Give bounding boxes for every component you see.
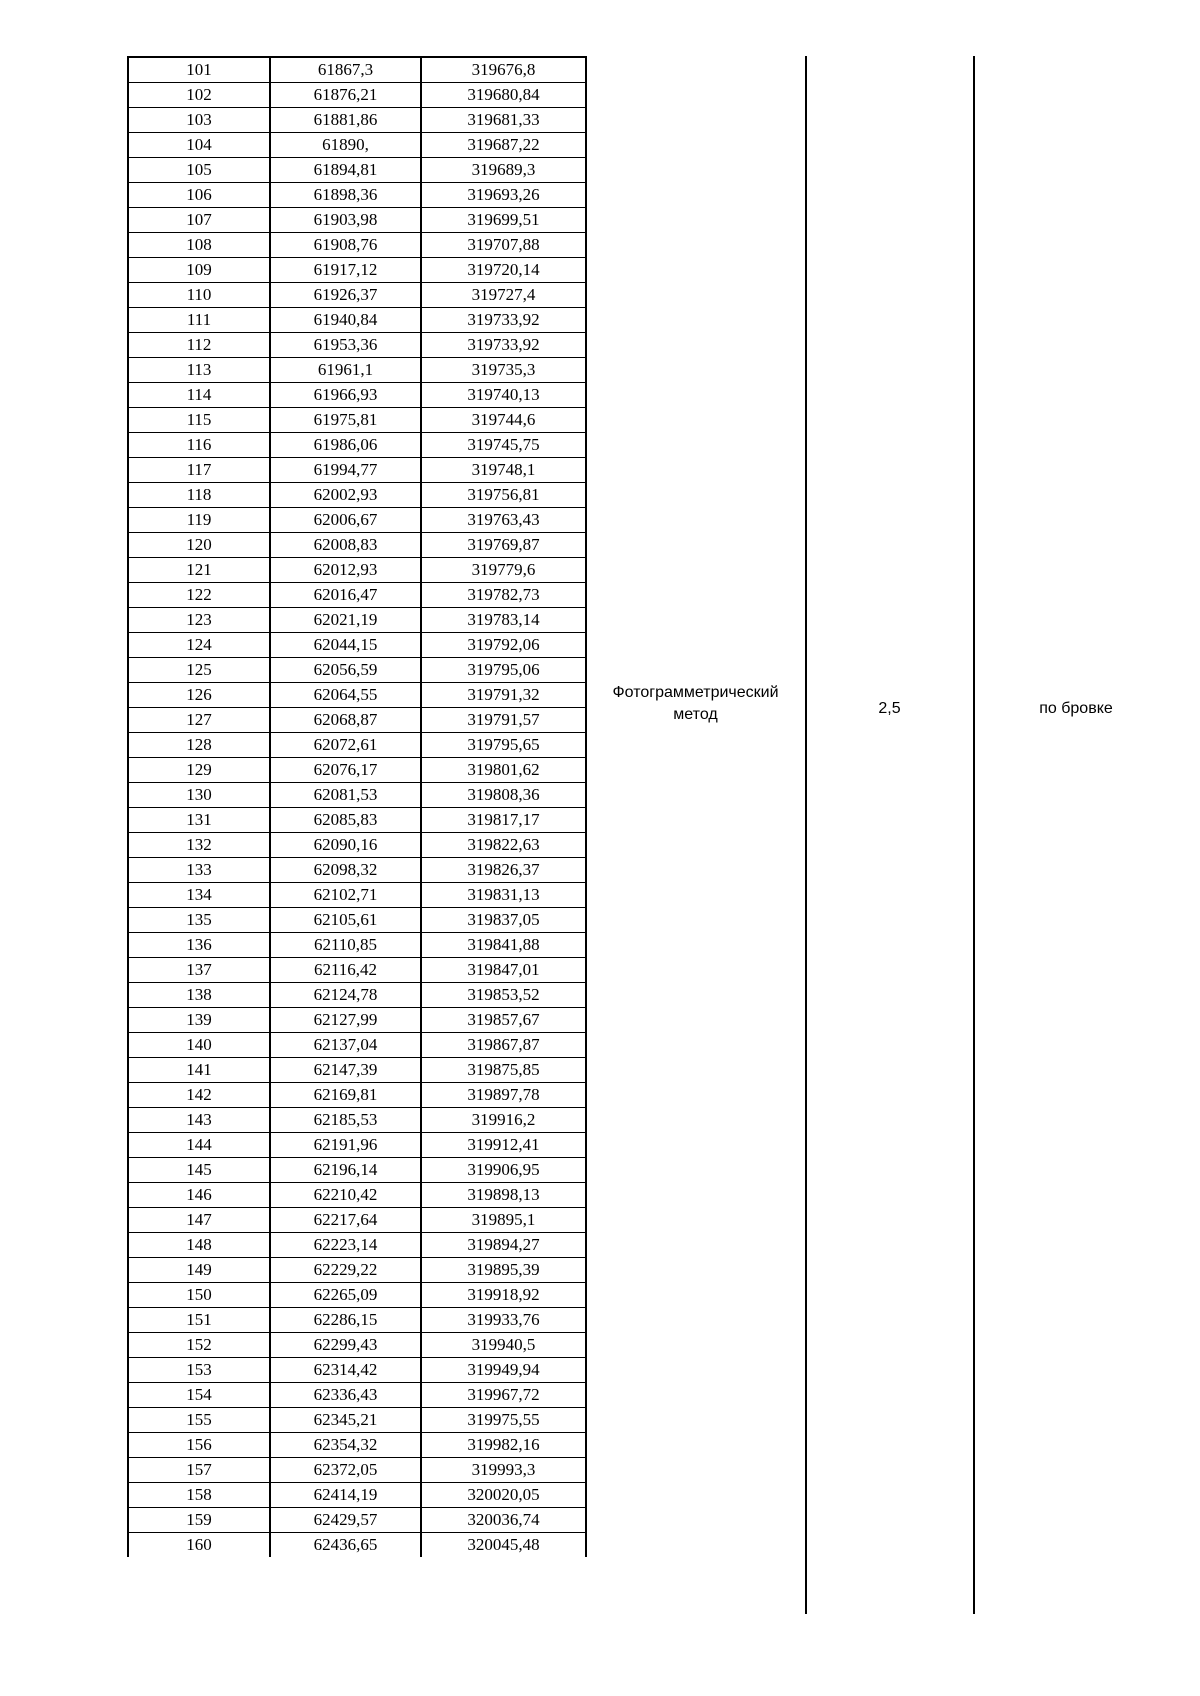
x-coordinate-cell: 61975,81 (270, 408, 421, 433)
point-number-cell: 141 (128, 1058, 270, 1083)
table-row (128, 258, 586, 283)
point-number-cell: 108 (128, 233, 270, 258)
y-coordinate-cell: 319783,14 (421, 608, 586, 633)
table-row (128, 758, 586, 783)
y-coordinate-cell: 319740,13 (421, 383, 586, 408)
table-row (128, 1108, 586, 1133)
point-number-cell: 107 (128, 208, 270, 233)
y-coordinate-cell: 319817,17 (421, 808, 586, 833)
y-coordinate-cell: 320045,48 (421, 1533, 586, 1558)
y-coordinate-cell: 319918,92 (421, 1283, 586, 1308)
point-number-cell: 149 (128, 1258, 270, 1283)
x-coordinate-cell: 61917,12 (270, 258, 421, 283)
table-row (128, 883, 586, 908)
table-row (128, 533, 586, 558)
x-coordinate-cell: 62098,32 (270, 858, 421, 883)
table-row (128, 483, 586, 508)
point-number-cell: 146 (128, 1183, 270, 1208)
x-coordinate-cell: 62124,78 (270, 983, 421, 1008)
point-number-cell: 138 (128, 983, 270, 1008)
x-coordinate-cell: 62021,19 (270, 608, 421, 633)
x-coordinate-cell: 61881,86 (270, 108, 421, 133)
table-row (128, 1333, 586, 1358)
y-coordinate-cell: 319831,13 (421, 883, 586, 908)
point-number-cell: 122 (128, 583, 270, 608)
point-number-cell: 105 (128, 158, 270, 183)
table-row (128, 1283, 586, 1308)
x-coordinate-cell: 62345,21 (270, 1408, 421, 1433)
x-coordinate-cell: 62076,17 (270, 758, 421, 783)
x-coordinate-cell: 62210,42 (270, 1183, 421, 1208)
y-coordinate-cell: 319867,87 (421, 1033, 586, 1058)
y-coordinate-cell: 319982,16 (421, 1433, 586, 1458)
point-number-cell: 118 (128, 483, 270, 508)
point-number-cell: 134 (128, 883, 270, 908)
column-divider-accuracy-right (973, 56, 975, 1614)
y-coordinate-cell: 319733,92 (421, 333, 586, 358)
x-coordinate-cell: 62314,42 (270, 1358, 421, 1383)
x-coordinate-cell: 62127,99 (270, 1008, 421, 1033)
table-row (128, 1083, 586, 1108)
y-coordinate-cell: 319933,76 (421, 1308, 586, 1333)
x-coordinate-cell: 62229,22 (270, 1258, 421, 1283)
table-row (128, 508, 586, 533)
table-row (128, 708, 586, 733)
table-row (128, 908, 586, 933)
y-coordinate-cell: 319801,62 (421, 758, 586, 783)
point-number-cell: 160 (128, 1533, 270, 1558)
x-coordinate-cell: 62217,64 (270, 1208, 421, 1233)
table-row (128, 183, 586, 208)
y-coordinate-cell: 319808,36 (421, 783, 586, 808)
y-coordinate-cell: 319940,5 (421, 1333, 586, 1358)
y-coordinate-cell: 319906,95 (421, 1158, 586, 1183)
table-row (128, 608, 586, 633)
x-coordinate-cell: 62299,43 (270, 1333, 421, 1358)
y-coordinate-cell: 319756,81 (421, 483, 586, 508)
point-number-cell: 130 (128, 783, 270, 808)
y-coordinate-cell: 319898,13 (421, 1183, 586, 1208)
point-number-cell: 111 (128, 308, 270, 333)
point-number-cell: 139 (128, 1008, 270, 1033)
point-number-cell: 104 (128, 133, 270, 158)
point-number-cell: 121 (128, 558, 270, 583)
x-coordinate-cell: 61966,93 (270, 383, 421, 408)
table-row (128, 358, 586, 383)
x-coordinate-cell: 62265,09 (270, 1283, 421, 1308)
y-coordinate-cell: 320036,74 (421, 1508, 586, 1533)
table-row (128, 458, 586, 483)
table-row (128, 133, 586, 158)
table-row (128, 983, 586, 1008)
point-number-cell: 114 (128, 383, 270, 408)
y-coordinate-cell: 319847,01 (421, 958, 586, 983)
table-row (128, 208, 586, 233)
table-row (128, 333, 586, 358)
y-coordinate-cell: 319895,39 (421, 1258, 586, 1283)
point-number-cell: 158 (128, 1483, 270, 1508)
y-coordinate-cell: 320020,05 (421, 1483, 586, 1508)
x-coordinate-cell: 62105,61 (270, 908, 421, 933)
method-line-1: Фотограмметрический (612, 684, 779, 701)
y-coordinate-cell: 319792,06 (421, 633, 586, 658)
x-coordinate-cell: 61898,36 (270, 183, 421, 208)
y-coordinate-cell: 319837,05 (421, 908, 586, 933)
y-coordinate-cell: 319853,52 (421, 983, 586, 1008)
point-number-cell: 124 (128, 633, 270, 658)
point-number-cell: 109 (128, 258, 270, 283)
point-number-cell: 132 (128, 833, 270, 858)
table-row (128, 1433, 586, 1458)
y-coordinate-cell: 319826,37 (421, 858, 586, 883)
y-coordinate-cell: 319735,3 (421, 358, 586, 383)
x-coordinate-cell: 62223,14 (270, 1233, 421, 1258)
y-coordinate-cell: 319681,33 (421, 108, 586, 133)
x-coordinate-cell: 62372,05 (270, 1458, 421, 1483)
point-number-cell: 115 (128, 408, 270, 433)
table-row (128, 1458, 586, 1483)
y-coordinate-cell: 319967,72 (421, 1383, 586, 1408)
description-cell: по бровке (1039, 700, 1113, 717)
y-coordinate-cell: 319693,26 (421, 183, 586, 208)
point-number-cell: 112 (128, 333, 270, 358)
x-coordinate-cell: 62072,61 (270, 733, 421, 758)
table-row (128, 108, 586, 133)
coordinates-table (127, 56, 587, 1557)
accuracy-cell: 2,5 (878, 700, 901, 717)
x-coordinate-cell: 62191,96 (270, 1133, 421, 1158)
y-coordinate-cell: 319769,87 (421, 533, 586, 558)
y-coordinate-cell: 319857,67 (421, 1008, 586, 1033)
x-coordinate-cell: 61926,37 (270, 283, 421, 308)
x-coordinate-cell: 62102,71 (270, 883, 421, 908)
x-coordinate-cell: 61940,84 (270, 308, 421, 333)
x-coordinate-cell: 62016,47 (270, 583, 421, 608)
x-coordinate-cell: 61903,98 (270, 208, 421, 233)
point-number-cell: 133 (128, 858, 270, 883)
table-row (128, 583, 586, 608)
table-row (128, 1233, 586, 1258)
x-coordinate-cell: 62354,32 (270, 1433, 421, 1458)
y-coordinate-cell: 319763,43 (421, 508, 586, 533)
y-coordinate-cell: 319949,94 (421, 1358, 586, 1383)
table-row (128, 933, 586, 958)
x-coordinate-cell: 61890, (270, 133, 421, 158)
point-number-cell: 125 (128, 658, 270, 683)
point-number-cell: 145 (128, 1158, 270, 1183)
x-coordinate-cell: 62081,53 (270, 783, 421, 808)
x-coordinate-cell: 62044,15 (270, 633, 421, 658)
table-row (128, 1183, 586, 1208)
point-number-cell: 143 (128, 1108, 270, 1133)
table-row (128, 283, 586, 308)
y-coordinate-cell: 319895,1 (421, 1208, 586, 1233)
x-coordinate-cell: 61986,06 (270, 433, 421, 458)
y-coordinate-cell: 319680,84 (421, 83, 586, 108)
y-coordinate-cell: 319744,6 (421, 408, 586, 433)
method-line-2: метод (673, 706, 718, 723)
column-divider-method-right (805, 56, 807, 1614)
point-number-cell: 102 (128, 83, 270, 108)
table-row (128, 1358, 586, 1383)
y-coordinate-cell: 319699,51 (421, 208, 586, 233)
y-coordinate-cell: 319795,65 (421, 733, 586, 758)
y-coordinate-cell: 319897,78 (421, 1083, 586, 1108)
x-coordinate-cell: 61961,1 (270, 358, 421, 383)
x-coordinate-cell: 62116,42 (270, 958, 421, 983)
point-number-cell: 147 (128, 1208, 270, 1233)
table-row (128, 433, 586, 458)
point-number-cell: 128 (128, 733, 270, 758)
point-number-cell: 113 (128, 358, 270, 383)
point-number-cell: 152 (128, 1333, 270, 1358)
point-number-cell: 101 (128, 57, 270, 83)
x-coordinate-cell: 62012,93 (270, 558, 421, 583)
y-coordinate-cell: 319791,57 (421, 708, 586, 733)
table-row (128, 633, 586, 658)
x-coordinate-cell: 61894,81 (270, 158, 421, 183)
point-number-cell: 119 (128, 508, 270, 533)
table-row (128, 233, 586, 258)
x-coordinate-cell: 62002,93 (270, 483, 421, 508)
x-coordinate-cell: 62429,57 (270, 1508, 421, 1533)
point-number-cell: 136 (128, 933, 270, 958)
table-row (128, 408, 586, 433)
x-coordinate-cell: 62085,83 (270, 808, 421, 833)
x-coordinate-cell: 62006,67 (270, 508, 421, 533)
method-cell (588, 682, 803, 726)
point-number-cell: 123 (128, 608, 270, 633)
x-coordinate-cell: 62196,14 (270, 1158, 421, 1183)
x-coordinate-cell: 62008,83 (270, 533, 421, 558)
y-coordinate-cell: 319779,6 (421, 558, 586, 583)
y-coordinate-cell: 319975,55 (421, 1408, 586, 1433)
table-row (128, 833, 586, 858)
point-number-cell: 148 (128, 1233, 270, 1258)
y-coordinate-cell: 319841,88 (421, 933, 586, 958)
y-coordinate-cell: 319791,32 (421, 683, 586, 708)
x-coordinate-cell: 62286,15 (270, 1308, 421, 1333)
y-coordinate-cell: 319727,4 (421, 283, 586, 308)
point-number-cell: 153 (128, 1358, 270, 1383)
x-coordinate-cell: 62056,59 (270, 658, 421, 683)
x-coordinate-cell: 61876,21 (270, 83, 421, 108)
y-coordinate-cell: 319912,41 (421, 1133, 586, 1158)
table-row (128, 57, 586, 83)
y-coordinate-cell: 319733,92 (421, 308, 586, 333)
x-coordinate-cell: 62068,87 (270, 708, 421, 733)
point-number-cell: 116 (128, 433, 270, 458)
point-number-cell: 157 (128, 1458, 270, 1483)
table-row (128, 1308, 586, 1333)
point-number-cell: 159 (128, 1508, 270, 1533)
table-row (128, 858, 586, 883)
point-number-cell: 156 (128, 1433, 270, 1458)
table-row (128, 1058, 586, 1083)
y-coordinate-cell: 319822,63 (421, 833, 586, 858)
table-row (128, 383, 586, 408)
point-number-cell: 129 (128, 758, 270, 783)
y-coordinate-cell: 319894,27 (421, 1233, 586, 1258)
x-coordinate-cell: 62137,04 (270, 1033, 421, 1058)
x-coordinate-cell: 62414,19 (270, 1483, 421, 1508)
point-number-cell: 142 (128, 1083, 270, 1108)
point-number-cell: 155 (128, 1408, 270, 1433)
point-number-cell: 151 (128, 1308, 270, 1333)
table-row (128, 308, 586, 333)
x-coordinate-cell: 61994,77 (270, 458, 421, 483)
point-number-cell: 137 (128, 958, 270, 983)
table-row (128, 1408, 586, 1433)
y-coordinate-cell: 319748,1 (421, 458, 586, 483)
y-coordinate-cell: 319782,73 (421, 583, 586, 608)
table-row (128, 808, 586, 833)
point-number-cell: 150 (128, 1283, 270, 1308)
x-coordinate-cell: 61953,36 (270, 333, 421, 358)
table-row (128, 1383, 586, 1408)
x-coordinate-cell: 62090,16 (270, 833, 421, 858)
table-row (128, 1258, 586, 1283)
table-row (128, 733, 586, 758)
x-coordinate-cell: 62185,53 (270, 1108, 421, 1133)
table-row (128, 1158, 586, 1183)
table-row (128, 1033, 586, 1058)
table-row (128, 1483, 586, 1508)
x-coordinate-cell: 61867,3 (270, 57, 421, 83)
point-number-cell: 140 (128, 1033, 270, 1058)
point-number-cell: 154 (128, 1383, 270, 1408)
x-coordinate-cell: 62064,55 (270, 683, 421, 708)
point-number-cell: 103 (128, 108, 270, 133)
x-coordinate-cell: 61908,76 (270, 233, 421, 258)
x-coordinate-cell: 62110,85 (270, 933, 421, 958)
y-coordinate-cell: 319745,75 (421, 433, 586, 458)
y-coordinate-cell: 319687,22 (421, 133, 586, 158)
y-coordinate-cell: 319795,06 (421, 658, 586, 683)
point-number-cell: 131 (128, 808, 270, 833)
table-row (128, 1533, 586, 1558)
table-row (128, 1133, 586, 1158)
table-row (128, 683, 586, 708)
table-row (128, 783, 586, 808)
point-number-cell: 117 (128, 458, 270, 483)
x-coordinate-cell: 62169,81 (270, 1083, 421, 1108)
table-row (128, 558, 586, 583)
point-number-cell: 127 (128, 708, 270, 733)
table-row (128, 1008, 586, 1033)
coordinates-table-body (128, 57, 586, 1557)
x-coordinate-cell: 62436,65 (270, 1533, 421, 1558)
y-coordinate-cell: 319707,88 (421, 233, 586, 258)
table-row (128, 1208, 586, 1233)
y-coordinate-cell: 319689,3 (421, 158, 586, 183)
table-row (128, 658, 586, 683)
point-number-cell: 110 (128, 283, 270, 308)
point-number-cell: 144 (128, 1133, 270, 1158)
y-coordinate-cell: 319720,14 (421, 258, 586, 283)
point-number-cell: 120 (128, 533, 270, 558)
table-row (128, 158, 586, 183)
point-number-cell: 126 (128, 683, 270, 708)
y-coordinate-cell: 319993,3 (421, 1458, 586, 1483)
table-row (128, 83, 586, 108)
y-coordinate-cell: 319916,2 (421, 1108, 586, 1133)
table-row (128, 958, 586, 983)
x-coordinate-cell: 62147,39 (270, 1058, 421, 1083)
point-number-cell: 135 (128, 908, 270, 933)
table-row (128, 1508, 586, 1533)
y-coordinate-cell: 319875,85 (421, 1058, 586, 1083)
x-coordinate-cell: 62336,43 (270, 1383, 421, 1408)
point-number-cell: 106 (128, 183, 270, 208)
y-coordinate-cell: 319676,8 (421, 57, 586, 83)
